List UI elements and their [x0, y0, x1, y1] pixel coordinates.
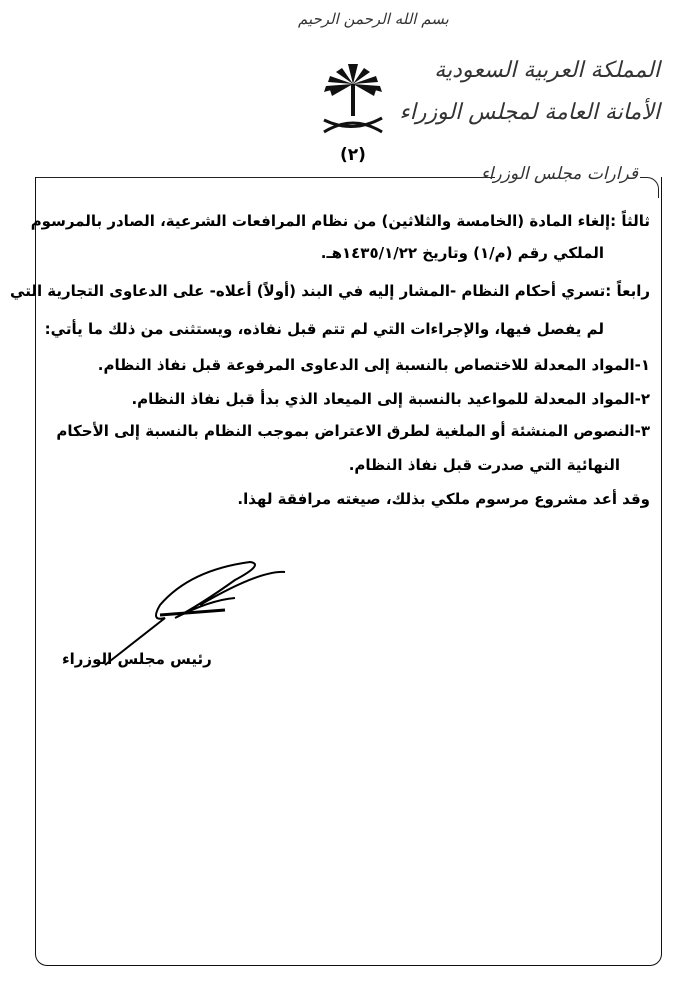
exception-item-1: ١-المواد المعدلة للاختصاص بالنسبة إلى الدعاوى المرفوعة قبل نفاذ النظام. — [97, 356, 650, 374]
closing-statement: وقد أعد مشروع مرسوم ملكي بذلك، صيغته مرافقة لهذا. — [237, 490, 650, 508]
clause-fourth-line-2: لم يفصل فيها، والإجراءات التي لم تتم قبل نفاذه، ويستثنى من ذلك ما يأتي: — [44, 320, 604, 338]
kingdom-title: المملكة العربية السعودية — [434, 58, 660, 83]
exception-item-3-line-1: ٣-النصوص المنشئة أو الملغية لطرق الاعتراض بموجب النظام بالنسبة إلى الأحكام — [56, 422, 650, 440]
page-number: (٢) — [340, 145, 366, 165]
clause-third-line-1: ثالثاً :إلغاء المادة (الخامسة والثلاثين) من نظام المرافعات الشرعية، الصادر بالمرسوم — [30, 212, 650, 230]
section-title: قرارات مجلس الوزراء — [480, 164, 638, 184]
clause-third-line-2: الملكي رقم (م/١) وتاريخ ١٤٣٥/١/٢٢هـ. — [320, 244, 604, 262]
saudi-emblem-icon — [318, 62, 388, 142]
secretariat-title: الأمانة العامة لمجلس الوزراء — [399, 100, 660, 125]
signatory-title: رئيس مجلس الوزراء — [62, 650, 212, 668]
exception-item-2: ٢-المواد المعدلة للمواعيد بالنسبة إلى الميعاد الذي بدأ قبل نفاذ النظام. — [131, 390, 650, 408]
basmala: بسم الله الرحمن الرحيم — [298, 10, 449, 28]
exception-item-3-line-2: النهائية التي صدرت قبل نفاذ النظام. — [348, 456, 620, 474]
clause-fourth-line-1: رابعاً :تسري أحكام النظام -المشار إليه في البند (أولاً) أعلاه- على الدعاوى التجارية التي — [10, 282, 650, 300]
